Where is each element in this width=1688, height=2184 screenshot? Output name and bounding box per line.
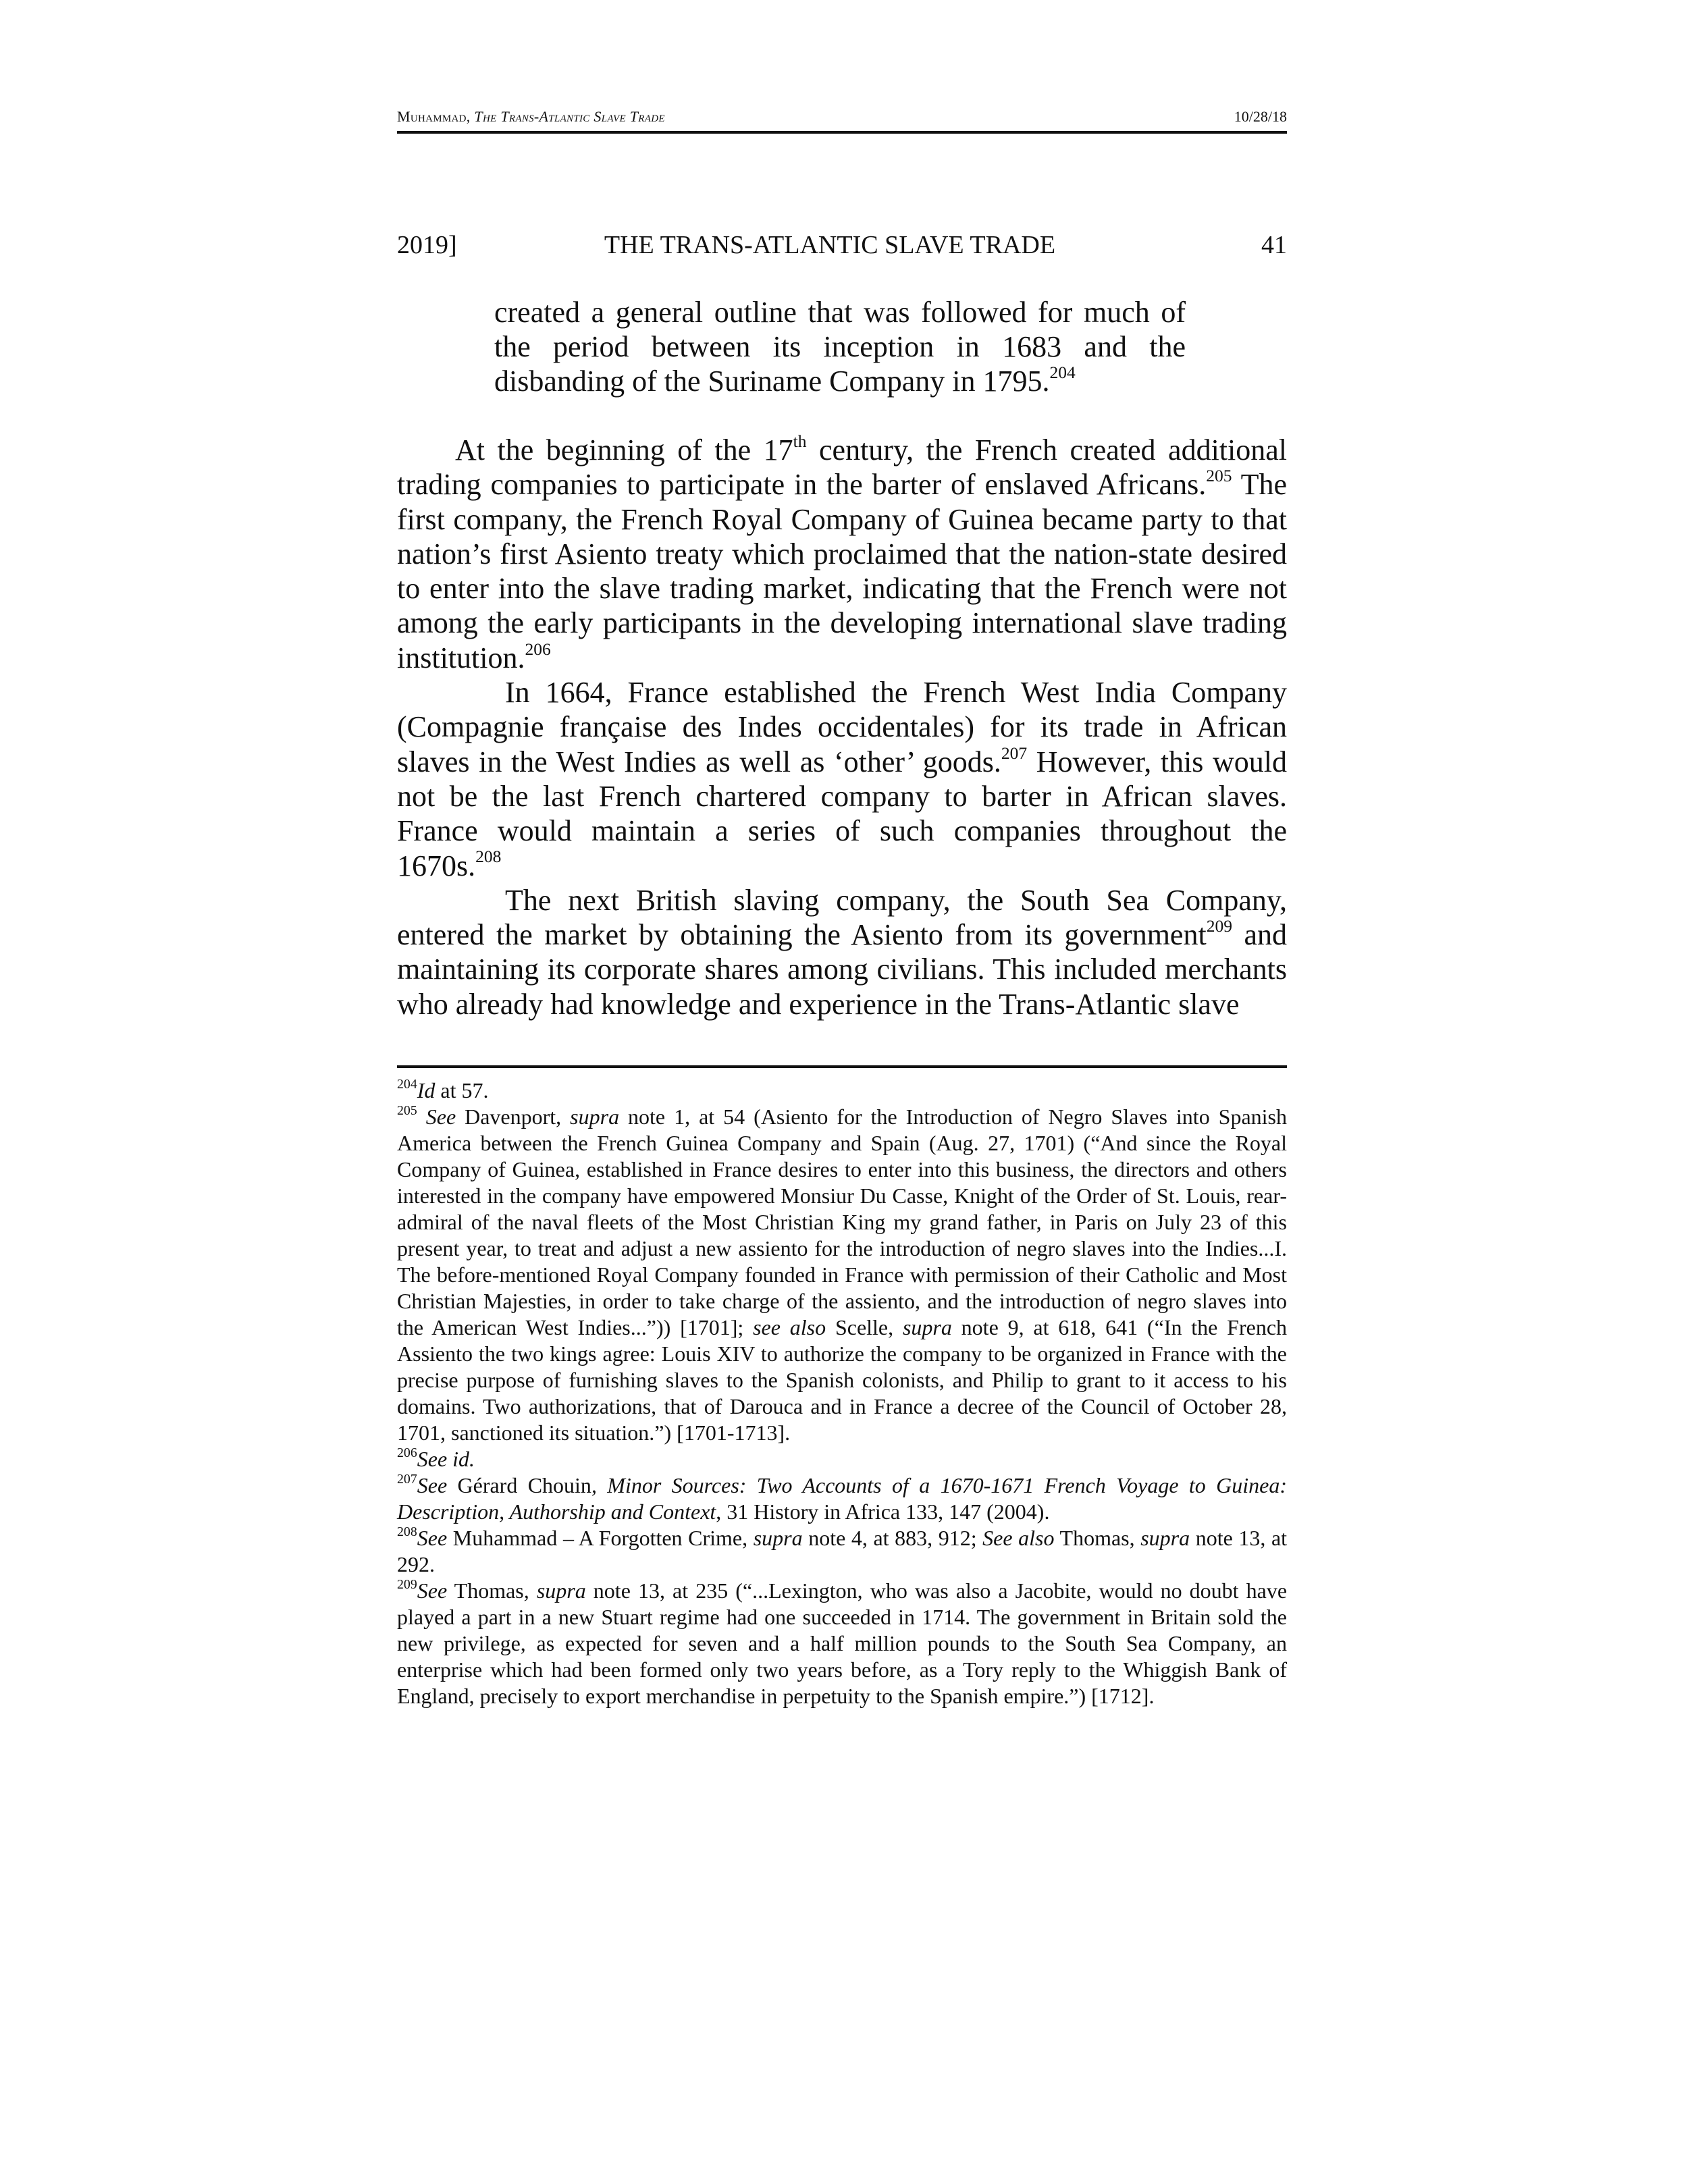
running-header-date: 10/28/18 bbox=[1234, 108, 1287, 125]
text-run: Thomas, bbox=[1054, 1526, 1141, 1550]
text-run: See id. bbox=[417, 1447, 475, 1471]
page-header-title: THE TRANS-ATLANTIC SLAVE TRADE bbox=[604, 231, 1056, 259]
text-run: See also bbox=[982, 1526, 1055, 1550]
footnote-number: 209 bbox=[397, 1577, 417, 1593]
footnote-number: 205 bbox=[397, 1103, 417, 1119]
text-run: Muhammad – A Forgotten Crime, bbox=[447, 1526, 754, 1550]
block-quote bbox=[494, 295, 1186, 398]
text-run: Id bbox=[417, 1078, 436, 1102]
text-run: note 13, at 292. bbox=[397, 1526, 1288, 1576]
text-run: In 1664, France established the French West India Company (Compagnie française des Indes occidentales) for its trade in African slaves in the West Indies as well as ‘other’ goods. bbox=[397, 676, 1287, 778]
volume-year: 2019] bbox=[397, 231, 457, 259]
text-run: The first company, the French Royal Company of Guinea became party to that nation’s first Asiento treaty which proclaimed that the nation-state desired to enter into the slave trading market, indicating that the French were not among the early participants in the developing international slave trading institution. bbox=[397, 468, 1287, 674]
footnote bbox=[397, 1578, 1287, 1709]
text-run: See bbox=[417, 1578, 448, 1603]
text-run: See bbox=[417, 1473, 448, 1497]
text-run: supra bbox=[1140, 1526, 1190, 1550]
text-run: supra bbox=[753, 1526, 803, 1550]
text-run: At the beginning of the 17 bbox=[455, 433, 793, 467]
running-header-title bbox=[397, 107, 665, 127]
paragraph bbox=[397, 433, 1287, 675]
text-run: note 4, at 883, 912; bbox=[802, 1526, 983, 1550]
body-text bbox=[397, 433, 1287, 1021]
text-run: and maintaining its corporate shares among civilians. This included merchants who already had knowledge and experience in the Trans-Atlantic slave bbox=[397, 918, 1288, 1021]
footnote-divider bbox=[397, 1065, 1287, 1068]
running-header-author: Muhammad, bbox=[397, 108, 471, 125]
text-run: , supra bbox=[523, 1578, 586, 1603]
footnote bbox=[397, 1525, 1287, 1578]
ordinal-superscript: th bbox=[793, 431, 807, 451]
footnote-ref: 208 bbox=[475, 847, 502, 867]
footnote-ref: 204 bbox=[1049, 362, 1076, 382]
text-run: century, the French created additional trading companies to participate in the barter of enslaved Africans. bbox=[397, 433, 1287, 502]
footnote bbox=[397, 1446, 1287, 1472]
text-run: supra bbox=[570, 1104, 620, 1129]
footnotes bbox=[397, 1077, 1287, 1709]
running-header bbox=[397, 103, 1287, 134]
text-run: supra bbox=[902, 1315, 952, 1339]
page-number: 41 bbox=[1261, 231, 1287, 259]
running-header-article: The Trans-Atlantic Slave Trade bbox=[474, 108, 665, 125]
footnote-number: 208 bbox=[397, 1524, 417, 1540]
text-run: , Minor Sources: Two Accounts of a 1670-1671 French Voyage to Guinea: Description, Authorship and Context bbox=[397, 1473, 1288, 1524]
text-run: Davenport, bbox=[456, 1104, 571, 1129]
paragraph bbox=[397, 883, 1287, 1021]
footnote-number: 207 bbox=[397, 1472, 417, 1487]
footnote bbox=[397, 1472, 1287, 1525]
footnote bbox=[397, 1077, 1287, 1104]
text-run: Thomas bbox=[447, 1578, 524, 1603]
footnote-ref: 209 bbox=[1206, 916, 1232, 936]
text-run: note 13, at 235 (“...Lexington, who was also a Jacobite, would no doubt have played a part in a new Stuart regime had one succeeded in 1714. The government in Britain sold the new privilege, as expected for seven and a half million pounds to the South Sea Company, an enterprise which had been formed only two years before, as a Tory reply to the Whiggish Bank of England, precisely to export merchandise in perpetuity to the Spanish empire.”) [1712]. bbox=[397, 1578, 1288, 1708]
text-run: However, this would not be the last French chartered company to barter in African slaves. France would maintain a series of such companies throughout the 1670s. bbox=[397, 745, 1287, 882]
footnote-number: 206 bbox=[397, 1445, 417, 1461]
text-run: See bbox=[417, 1526, 448, 1550]
text-run: see also bbox=[753, 1315, 826, 1339]
footnote-number: 204 bbox=[397, 1077, 417, 1092]
text-run: , 31 History in Africa 133, 147 (2004). bbox=[716, 1499, 1050, 1524]
text-run: Gérard Chouin bbox=[447, 1473, 591, 1497]
text-run: note 1, at 54 (Asiento for the Introduction of Negro Slaves into Spanish America between the French Guinea Company and Spain (Aug. 27, 1701) (“And since the Royal Company of Guinea, established in France desires to enter into this business, the directors and others interested in the company have empowered Monsiur Du Casse, Knight of the Order of St. Louis, rear-admiral of the naval fleets of the Most Christian King my grand father, in Paris on July 23 of this present year, to treat and adjust a new assiento for the introduction of negro slaves into the Indies...I. The before-mentioned Royal Company founded in France with permission of their Catholic and Most Christian Majesties, in order to take charge of the assiento, and the introduction of negro slaves into the American West Indies...”)) [1701]; bbox=[397, 1104, 1288, 1339]
paragraph bbox=[397, 675, 1287, 883]
footnote bbox=[397, 1104, 1287, 1446]
block-quote-text: created a general outline that was followed for much of the period between its inception in 1683 and the disbanding of the Suriname Company in 1795. bbox=[494, 296, 1186, 398]
text-run: Scelle, bbox=[826, 1315, 903, 1339]
text-run: The next British slaving company, the South Sea Company, entered the market by obtaining the Asiento from its government bbox=[397, 883, 1287, 952]
page-header bbox=[397, 230, 1287, 261]
footnote-ref: 206 bbox=[525, 639, 551, 659]
text-run: See bbox=[425, 1104, 456, 1129]
footnote-ref: 207 bbox=[1001, 743, 1028, 763]
text-run: note 9, at 618, 641 (“In the French Assiento the two kings agree: Louis XIV to authorize the company to be organized in France with the precise purpose of furnishing slaves to the Spanish colonists, and Philip to grant to it access to his domains. Two authorizations, that of Darouca and in France a decree of the Council of October 28, 1701, sanctioned its situation.”) [1701-1713]. bbox=[397, 1315, 1288, 1445]
footnote-ref: 205 bbox=[1206, 466, 1232, 486]
text-run: at 57. bbox=[435, 1078, 489, 1102]
